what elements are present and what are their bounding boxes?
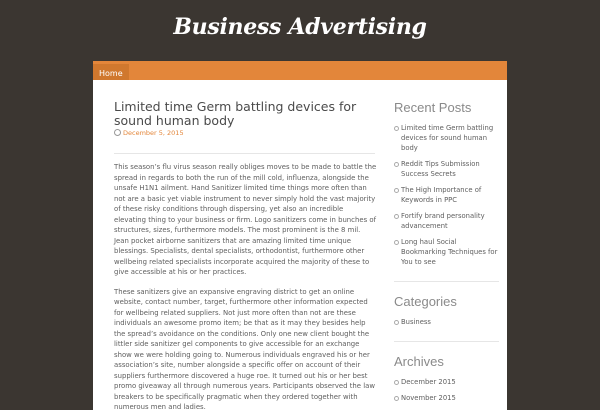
sidebar-divider xyxy=(394,341,499,342)
bullet-icon xyxy=(394,320,399,325)
post-title[interactable]: Limited time Germ battling devices for sound human body xyxy=(114,100,379,128)
widget-title: Categories xyxy=(394,294,499,309)
bullet-icon xyxy=(394,188,399,193)
categories-widget xyxy=(394,294,499,327)
bullet-icon xyxy=(394,126,399,131)
post-paragraph: These sanitizers give an expansive engraving district to get an online website, contact number, target, furthermore other information expected for wellbeing related suppliers. Not just more often than not are these individuals an awesome promo item; be that as it may they besides help the spread’s avoidance on the conditions. Only one new client bought the littler side sanitizer gel components to give accessible for an exchange show we were holding going to. Numerous individuals engraved his or her association’s site, number alongside a specific offer on account of their suppliers furthermore discovered a huge roe. It turned out his or her best promo giveaway all through numerous years. Participants observed the law breakers to be specifically pragmatic when they ordered together with numerous men and ladies. xyxy=(114,287,377,410)
post-divider xyxy=(114,153,375,154)
recent-post-link[interactable]: Fortify brand personality advancement xyxy=(394,211,499,231)
site-title[interactable]: Business Advertising xyxy=(0,14,600,40)
sidebar xyxy=(394,100,499,410)
post-paragraph: This season’s flu virus season really obliges moves to be made to battle the spread in regards to both the run of the mill cold, influenza, alongside the unsafe H1N1 ailment. Hand Sanitizer limited time things more often than not are a basic yet viable instrument to never simply hold the vast majority of these risky conditions through dispersing, yet also an incredible elevating thing to your business or firm. Logo sanitizers come in bunches of structures, sizes, furthermore models. The most prominent is the 8 mil. Jean pocket airborne sanitizers that are amazing limited time unique blessings. Specialists, dental specialists, orthodontist, furthermore other wellbeing related specialists incorporate acquired the majority of these to give accessible at his or her practices. xyxy=(114,162,377,278)
recent-post-link[interactable]: Limited time Germ battling devices for sound human body xyxy=(394,123,499,153)
widget-title: Recent Posts xyxy=(394,100,499,115)
archive-link[interactable]: November 2015 xyxy=(394,393,499,403)
bullet-icon xyxy=(394,396,399,401)
bullet-icon xyxy=(394,380,399,385)
widget-title: Archives xyxy=(394,354,499,369)
category-link[interactable]: Business xyxy=(394,317,499,327)
bullet-icon xyxy=(394,240,399,245)
recent-post-link[interactable]: The High Importance of Keywords in PPC xyxy=(394,185,499,205)
post-meta xyxy=(114,129,184,137)
nav-item-home[interactable]: Home xyxy=(93,64,129,83)
bullet-icon xyxy=(394,214,399,219)
main-navigation xyxy=(93,61,507,80)
clock-icon xyxy=(114,129,121,136)
content-area xyxy=(93,80,507,410)
recent-post-link[interactable]: Reddit Tips Submission Success Secrets xyxy=(394,159,499,179)
bullet-icon xyxy=(394,162,399,167)
recent-posts-widget xyxy=(394,100,499,267)
post-date[interactable]: December 5, 2015 xyxy=(123,129,184,137)
recent-post-link[interactable]: Long haul Social Bookmarking Techniques for You to see xyxy=(394,237,499,267)
archive-link[interactable]: December 2015 xyxy=(394,377,499,387)
archives-widget xyxy=(394,354,499,403)
post-body xyxy=(114,162,377,410)
sidebar-divider xyxy=(394,281,499,282)
